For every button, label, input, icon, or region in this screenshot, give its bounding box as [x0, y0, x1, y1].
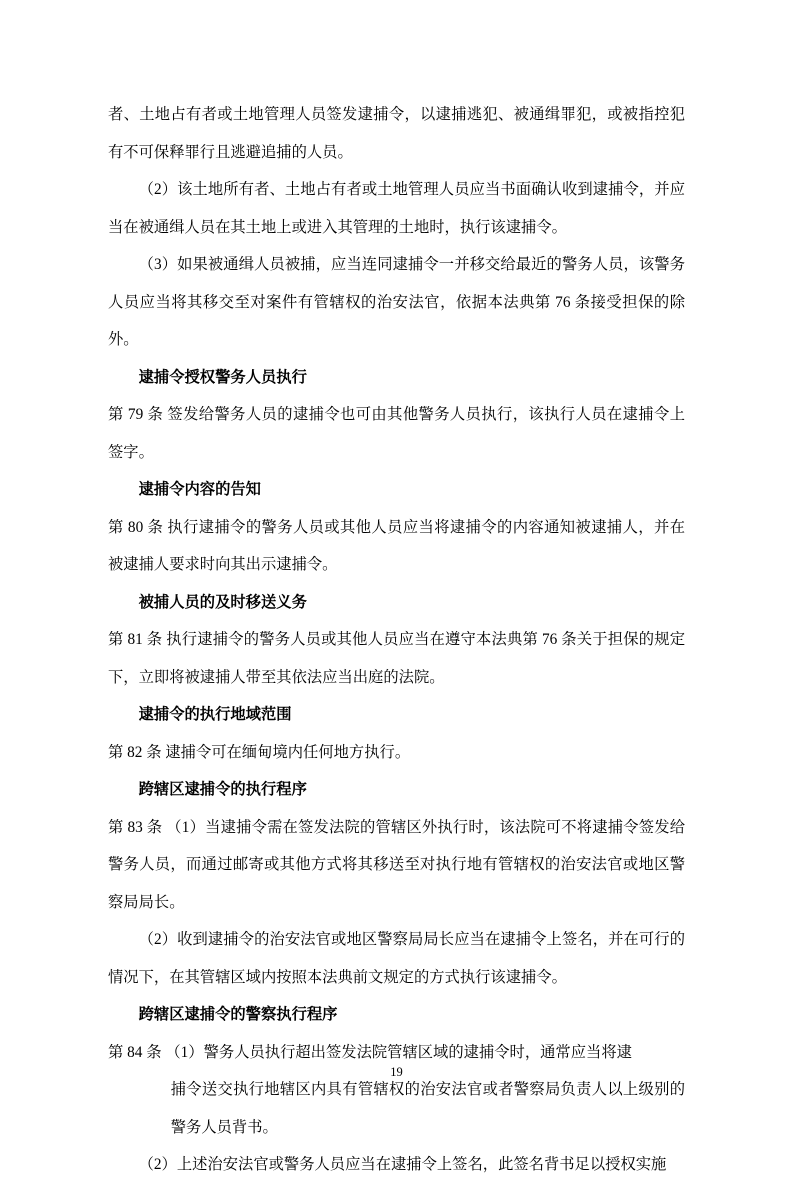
paragraph: 者、土地占有者或土地管理人员签发逮捕令，以逮捕逃犯、被通缉罪犯，或被指控犯有不可保释罪行且逃避追捕的人员。	[108, 106, 685, 161]
section-heading: 跨辖区逮捕令的警察执行程序	[138, 1006, 338, 1023]
section-heading: 被捕人员的及时移送义务	[138, 593, 307, 611]
section-heading: 逮捕令授权警务人员执行	[138, 368, 307, 386]
paragraph: 第 83 条 （1）当逮捕令需在签发法院的管辖区外执行时，该法院可不将逮捕令签发给警务人员，而通过邮寄或其他方式将其移送至对执行地有管辖权的治安法官或地区警察局局长。	[108, 818, 685, 911]
paragraph: 第 81 条 执行逮捕令的警务人员或其他人员应当在遵守本法典第 76 条关于担保的规定下，立即将被逮捕人带至其依法应当出庭的法院。	[108, 631, 685, 686]
paragraph: （2）收到逮捕令的治安法官或地区警察局局长应当在逮捕令上签名，并在可行的情况下，在其管辖区域内按照本法典前文规定的方式执行该逮捕令。	[108, 931, 685, 986]
document-body	[108, 96, 685, 1184]
section-heading: 逮捕令的执行地域范围	[138, 706, 292, 723]
paragraph: 第 80 条 执行逮捕令的警务人员或其他人员应当将逮捕令的内容通知被逮捕人，并在被逮捕人要求时向其出示逮捕令。	[108, 518, 685, 573]
page-number: 19	[390, 1065, 403, 1079]
paragraph: （3）如果被通缉人员被捕，应当连同逮捕令一并移交给最近的警务人员，该警务人员应当将其移交至对案件有管辖权的治安法官，依据本法典第 76 条接受担保的除外。	[108, 256, 685, 348]
paragraph: 第 84 条 （1）警务人员执行超出签发法院管辖区域的逮捕令时，通常应当将逮	[108, 1043, 632, 1061]
paragraph: 第 82 条 逮捕令可在缅甸境内任何地方执行。	[108, 743, 411, 761]
paragraph: （2）上述治安法官或警务人员应当在逮捕令上签名，此签名背书足以授权实施	[138, 1156, 667, 1173]
paragraph: 第 79 条 签发给警务人员的逮捕令也可由其他警务人员执行，该执行人员在逮捕令上签字。	[108, 406, 685, 461]
section-heading: 逮捕令内容的告知	[138, 481, 261, 498]
section-heading: 跨辖区逮捕令的执行程序	[138, 781, 307, 798]
paragraph: （2）该土地所有者、土地占有者或土地管理人员应当书面确认收到逮捕令，并应当在被通缉人员在其土地上或进入其管理的土地时，执行该逮捕令。	[108, 181, 685, 236]
paragraph: 捕令送交执行地辖区内具有管辖权的治安法官或者警察局负责人以上级别的警务人员背书。	[170, 1081, 685, 1136]
